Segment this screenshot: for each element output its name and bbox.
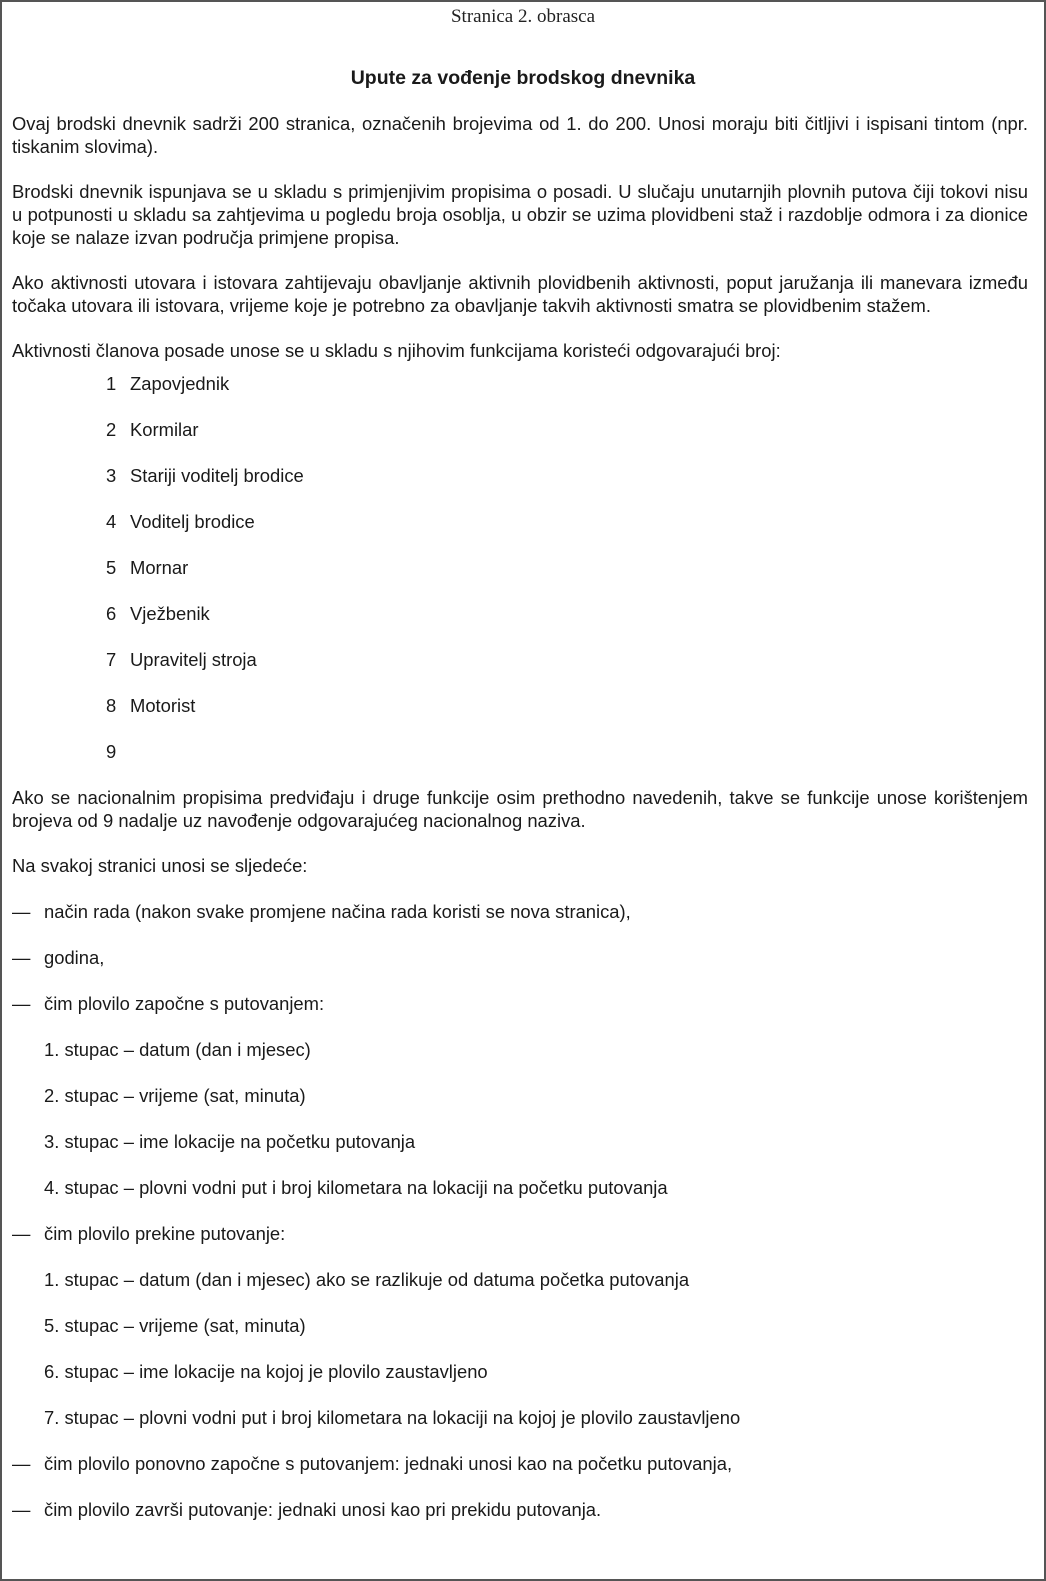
dash: — (12, 947, 31, 968)
role-number: 5 (106, 557, 117, 578)
paragraph-roles-intro: Aktivnosti članova posade unose se u skladu s njihovim funkcijama koristeći odgovarajući broj: (12, 340, 781, 361)
dash: — (12, 1453, 31, 1474)
page-label: Stranica 2. obrasca (450, 6, 596, 27)
dash: — (12, 901, 31, 922)
role-item (106, 602, 1028, 648)
role-name: Zapovjednik (130, 373, 230, 394)
role-number: 7 (106, 649, 117, 670)
stop-column-item: 5. stupac – vrijeme (sat, minuta) (44, 1315, 306, 1336)
role-name: Motorist (130, 695, 196, 716)
start-column-item: 1. stupac – datum (dan i mjesec) (44, 1039, 311, 1060)
start-column-item: 4. stupac – plovni vodni put i broj kilometara na lokaciji na početku putovanja (44, 1177, 668, 1198)
stop-column-item: 6. stupac – ime lokacije na kojoj je plovilo zaustavljeno (44, 1361, 488, 1382)
dash: — (12, 1499, 31, 1520)
role-name: Upravitelj stroja (130, 649, 257, 670)
role-number: 6 (106, 603, 117, 624)
role-item (106, 648, 1028, 694)
entry-year (12, 946, 1028, 992)
entry-end (12, 1498, 1028, 1544)
stop-column-item: 7. stupac – plovni vodni put i broj kilometara na lokaciji na kojoj je plovilo zaustavljeno (44, 1407, 741, 1428)
role-item (106, 372, 1028, 418)
start-column-item: 2. stupac – vrijeme (sat, minuta) (44, 1085, 306, 1106)
entry-text: način rada (nakon svake promjene načina rada koristi se nova stranica), (44, 901, 631, 922)
entry-mode (12, 900, 1028, 946)
entry-stop (12, 1222, 1028, 1268)
role-item (106, 694, 1028, 740)
role-number: 4 (106, 511, 117, 532)
role-item (106, 418, 1028, 464)
role-number: 2 (106, 419, 117, 440)
paragraph-loading: Ako aktivnosti utovara i istovara zahtijevaju obavljanje aktivnih plovidbenih aktivnosti, poput jaružanja ili manevara između točaka utovara ili istovara, vrijeme koje je potrebno za obavljanje takvih aktivnosti smatra se plovidbenim stažem. (12, 272, 1028, 316)
role-name: Vježbenik (130, 603, 210, 624)
paragraph-entries-intro: Na svakoj stranici unosi se sljedeće: (12, 855, 308, 876)
role-item (106, 510, 1028, 556)
document-body (12, 112, 1028, 1544)
role-number: 8 (106, 695, 117, 716)
start-column-item: 3. stupac – ime lokacije na početku putovanja (44, 1131, 416, 1152)
stop-column-item: 1. stupac – datum (dan i mjesec) ako se razlikuje od datuma početka putovanja (44, 1269, 690, 1290)
role-number: 3 (106, 465, 117, 486)
role-name: Voditelj brodice (130, 511, 255, 532)
roles-list (106, 372, 1028, 786)
paragraph-pages: Ovaj brodski dnevnik sadrži 200 stranica, označenih brojevima od 1. do 200. Unosi moraju biti čitljivi i ispisani tintom (npr. tiskanim slovima). (12, 113, 1028, 157)
role-name: Kormilar (130, 419, 199, 440)
entry-text: čim plovilo ponovno započne s putovanjem: jednaki unosi kao na početku putovanja, (44, 1453, 733, 1474)
entry-text: godina, (44, 947, 105, 968)
role-name: Stariji voditelj brodice (130, 465, 304, 486)
role-number: 1 (106, 373, 117, 394)
entry-start (12, 992, 1028, 1038)
entry-text: čim plovilo prekine putovanje: (44, 1223, 286, 1244)
role-item (106, 740, 1028, 786)
role-name: Mornar (130, 557, 189, 578)
role-number: 9 (106, 741, 117, 762)
entry-restart (12, 1452, 1028, 1498)
entry-text: čim plovilo završi putovanje: jednaki unosi kao pri prekidu putovanja. (44, 1499, 602, 1520)
dash: — (12, 993, 31, 1014)
role-item (106, 556, 1028, 602)
entry-text: čim plovilo započne s putovanjem: (44, 993, 325, 1014)
dash: — (12, 1223, 31, 1244)
paragraph-national: Ako se nacionalnim propisima predviđaju i druge funkcije osim prethodno navedenih, takve se funkcije unose korištenjem brojeva od 9 nadalje uz navođenje odgovarajućeg nacionalnog naziva. (12, 787, 1028, 831)
role-item (106, 464, 1028, 510)
document-title: Upute za vođenje brodskog dnevnika (350, 67, 696, 89)
paragraph-crew-rules: Brodski dnevnik ispunjava se u skladu s primjenjivim propisima o posadi. U slučaju unutarnjih plovnih putova čiji tokovi nisu u potpunosti u skladu sa zahtjevima u pogledu broja osoblja, u obzir se uzima plovidbeni staž i razdoblje odmora i za dionice koje se nalaze izvan područja primjene propisa. (12, 181, 1028, 248)
